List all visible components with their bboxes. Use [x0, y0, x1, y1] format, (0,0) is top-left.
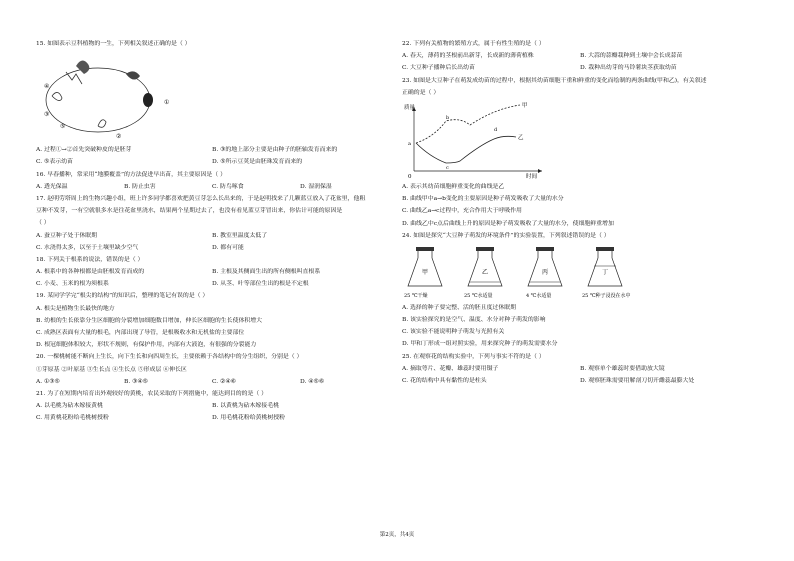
- q18-option-b[interactable]: B. 主根及其侧面生出的所有侧根叫直根系: [212, 269, 321, 276]
- q22-option-a[interactable]: A. 春天，薄荷的茎根前出新芽，长成新的薄荷植株: [402, 53, 534, 60]
- q15-stem: 15. 如图表示豆科植物的一生，下列相关叙述正确的是（ ）: [36, 41, 191, 47]
- q25-stem: 25. 在观察花的结构实验中，下列与事实不符的是（ ）: [402, 353, 545, 360]
- q22-options-row1: [402, 52, 758, 60]
- q18-options-row2: [36, 280, 388, 288]
- q17-options-row1: [36, 232, 388, 240]
- q20-options: [36, 378, 388, 386]
- q22-option-b[interactable]: B. 大蒜的蒜瓣栽种到土壤中会长成蒜苗: [580, 53, 683, 60]
- q16-option-a[interactable]: A. 透光保温: [36, 183, 68, 190]
- page-footer: 第2页，共4页: [379, 532, 415, 538]
- svg-text:丁: 丁: [602, 268, 609, 276]
- q20-stem: 20. 一棵桃树能不断向上生长，向下生长和向四周生长，主要依赖于各结构中的分生组织，分别是（ ）: [36, 354, 303, 361]
- x-axis-label: 时间: [526, 173, 538, 179]
- q24-figure: [402, 244, 758, 300]
- q25-options-row1: [402, 365, 758, 373]
- bean-pod-icon: [126, 72, 140, 80]
- left-column: [36, 40, 388, 427]
- curve-label-yi: 乙: [518, 134, 524, 141]
- fig-label-2: ②: [116, 133, 122, 141]
- q25-option-d[interactable]: D. 观察胚珠需要用解剖刀切开雌蕊最膨大处: [580, 378, 695, 384]
- curve-label-jia: 甲: [522, 102, 528, 109]
- svg-text:25 ℃干燥: 25 ℃干燥: [404, 292, 428, 299]
- q15-options-row2: [36, 158, 388, 166]
- seed-icon: [143, 93, 153, 107]
- q15-option-c[interactable]: C. ⑤表示幼苗: [36, 159, 73, 166]
- svg-text:4 ℃水适量: 4 ℃水适量: [526, 292, 552, 299]
- q23-figure: [402, 101, 758, 179]
- q20-items: ①芽原基 ②叶原基 ③生长点 ④生长点 ⑤形成层 ⑥伸长区: [36, 366, 187, 373]
- flask-bing: [526, 247, 562, 299]
- q19-option-c[interactable]: C. 成熟区表面有大量的根毛，内部出现了导管，是根吸收水和无机盐的主要部位: [36, 330, 245, 336]
- flask-jia: [404, 247, 442, 299]
- flask-experiment-diagram: [402, 244, 662, 300]
- q24-stem: 24. 如图是探究“大豆种子萌发的环境条件”的实验装置，下列叙述错误的是（ ）: [402, 232, 610, 239]
- q19-option-b[interactable]: B. 幼根的生长依靠分生区细胞的分裂增加细胞数目增加，伸长区细胞的生长使体积增大: [36, 317, 263, 324]
- q17-stem-2: 豆种不发芽，一有空就很多水是往花盆里浇水，结果两个星期过去了，也没有看见蓝豆芽冒出来，你估计可能的原因是: [36, 208, 343, 215]
- q25-options-row2: [402, 377, 758, 385]
- q22-stem: 22. 下列有关植物的繁殖方式，属于有性生殖的是（ ）: [402, 41, 545, 47]
- q21-options-row2: [36, 414, 388, 422]
- q23-stem-2: 正确的是（ ）: [402, 89, 440, 96]
- q22-option-d[interactable]: D. 栽种出幼芽的马铃薯块茎获取幼苗: [580, 65, 677, 72]
- q15-option-a[interactable]: A. 过程①→②首先突破种皮的是胚芽: [36, 147, 132, 154]
- q25-option-c[interactable]: C. 花的结构中具有黏性的是柱头: [402, 378, 487, 384]
- fig-label-1: ①: [164, 99, 170, 107]
- q17-option-b[interactable]: B. 教室里温度太低了: [212, 232, 268, 239]
- q21-option-c[interactable]: C. 用黄桃花粉给毛桃树授粉: [36, 415, 109, 422]
- q20-option-d[interactable]: D. ④⑤⑥: [300, 378, 325, 385]
- q23-stem-1: 23. 如图是大豆种子在萌发成幼苗的过程中，根据其幼苗细胞干重和鲜重的变化而绘制的两条曲线(甲和乙)，有关叙述: [402, 77, 707, 84]
- plant-life-cycle-diagram: [36, 52, 186, 142]
- flask-yi: [464, 247, 502, 299]
- q17-stem-3: （ ）: [36, 220, 50, 227]
- q18-options-row1: [36, 268, 388, 276]
- q15-option-b[interactable]: B. ③的地上部分主要是由种子的胚轴发育而来的: [212, 147, 338, 154]
- q16-options: [36, 183, 388, 191]
- q19-option-d[interactable]: D. 根冠细胞体积较大，形状不规则，有保护作用，内部有大液泡，有很强的分裂能力: [36, 342, 257, 349]
- point-label-a: a: [408, 140, 411, 147]
- q15-options-row1: [36, 146, 388, 154]
- q16-option-b[interactable]: B. 防止虫害: [124, 183, 156, 190]
- q16-option-c[interactable]: C. 防鸟啄食: [212, 183, 244, 190]
- q24-option-a[interactable]: A. 选择的种子要完整、活的胚且度过休眠期: [402, 304, 517, 311]
- q18-stem: 18. 下列关于根系的说法，错误的是（ ）: [36, 256, 144, 263]
- q23-option-d[interactable]: D. 曲线乙中c点后曲线上升的原因是种子萌发吸收了大量的水分，使细胞鲜重增加: [402, 220, 614, 227]
- q17-option-a[interactable]: A. 蚕豆种子处于休眠期: [36, 232, 98, 239]
- fig-label-5: ⑤: [60, 123, 66, 131]
- point-label-b: b: [446, 114, 450, 121]
- q21-option-d[interactable]: D. 用毛桃花粉给黄桃树授粉: [212, 415, 286, 422]
- svg-text:乙: 乙: [482, 268, 489, 276]
- point-label-c: c: [446, 164, 449, 171]
- svg-text:25 ℃种子浸没在水中: 25 ℃种子浸没在水中: [582, 292, 631, 299]
- q21-options-row1: [36, 402, 388, 410]
- q18-option-a[interactable]: A. 根系中的各种根都是由胚根发育而成的: [36, 269, 145, 276]
- q24-option-d[interactable]: D. 甲和丁形成一组对照实验，用来探究种子的萌发需要水分: [402, 341, 558, 348]
- q25-option-b[interactable]: B. 观察单个雄蕊时要借助放大镜: [580, 365, 665, 372]
- q19-option-a[interactable]: A. 根尖是植物生长最快的地方: [36, 305, 115, 312]
- curve-jia: [416, 105, 520, 143]
- q24-option-c[interactable]: C. 该实验不能说明种子萌发与光照有关: [402, 329, 505, 336]
- fig-label-3: ③: [44, 111, 50, 119]
- q23-option-c[interactable]: C. 曲线乙a→c过程中，充合作用大于呼吸作用: [402, 208, 522, 215]
- q23-option-b[interactable]: B. 曲线甲中a→b变化的主要原因是种子萌发吸收了大量的水分: [402, 196, 564, 203]
- q21-stem: 21. 为了在短期内培育出外观较好的黄桃，农民采取的下列措施中，能达到目的的是（ ）: [36, 390, 268, 397]
- curve-yi: [416, 136, 516, 163]
- mass-time-graph: [402, 101, 552, 179]
- q15-option-d[interactable]: D. ⑤所示豆荚是由胚珠发育而来的: [212, 159, 303, 166]
- origin-label: 0: [408, 173, 412, 179]
- q19-stem: 19. 某同学学完“根尖的结构”的知识后，整理的笔记有误的是（ ）: [36, 293, 209, 300]
- q17-stem-1: 17. 赵明劳塔周上的生物兴趣小组，班上许多同学都喜欢把黄豆芽怎么长出来的，于是赵明找来了几颗蓝豆放入了花盆里，他粗: [36, 195, 366, 202]
- q18-option-d[interactable]: D. 从茎、叶等部位生出的根是不定根: [212, 281, 309, 288]
- q24-option-b[interactable]: B. 该实验探究的是空气、温度、水分对种子萌发的影响: [402, 317, 546, 324]
- right-column: [402, 40, 758, 389]
- q20-option-b[interactable]: B. ③④⑤: [124, 378, 148, 385]
- flask-ding: [582, 247, 631, 299]
- q17-options-row2: [36, 244, 388, 252]
- q21-option-b[interactable]: B. 以黄桃为砧木嫁接毛桃: [212, 403, 279, 410]
- q17-option-c[interactable]: C. 水浇得太多，以至于土壤里缺少空气: [36, 244, 139, 251]
- q21-option-a[interactable]: A. 以毛桃为砧木嫁接黄桃: [36, 403, 103, 410]
- bean-plant-icon: [76, 61, 89, 75]
- q23-option-a[interactable]: A. 表示其幼苗细胞鲜重变化的曲线是乙: [402, 183, 505, 190]
- q17-option-d[interactable]: D. 都有可能: [212, 244, 244, 251]
- q22-options-row2: [402, 64, 758, 72]
- svg-text:25 ℃水适量: 25 ℃水适量: [464, 292, 493, 299]
- q20-option-a[interactable]: A. ①③⑤: [36, 378, 60, 385]
- svg-text:丙: 丙: [542, 268, 549, 276]
- fig-label-4: ④: [44, 83, 50, 91]
- q20-option-c[interactable]: C. ②④⑥: [212, 378, 236, 385]
- q22-option-c[interactable]: C. 大豆种子播种后长出幼苗: [402, 65, 475, 72]
- point-label-d: d: [494, 126, 498, 133]
- q15-figure: [36, 52, 388, 142]
- q18-option-c[interactable]: C. 小麦、玉米的根为须根系: [36, 281, 109, 288]
- q16-stem: 16. 早春播种，常采用“地膜覆盖”的方法促进早出苗，其主要原因是（ ）: [36, 171, 226, 178]
- seedling-icon: [98, 120, 106, 128]
- y-axis-label: 质量: [404, 104, 416, 111]
- svg-text:甲: 甲: [422, 268, 429, 276]
- q16-option-d[interactable]: D. 湿润保湿: [300, 183, 332, 190]
- q25-option-a[interactable]: A. 摘取萼片、花瓣、雄蕊时要用镊子: [402, 365, 499, 372]
